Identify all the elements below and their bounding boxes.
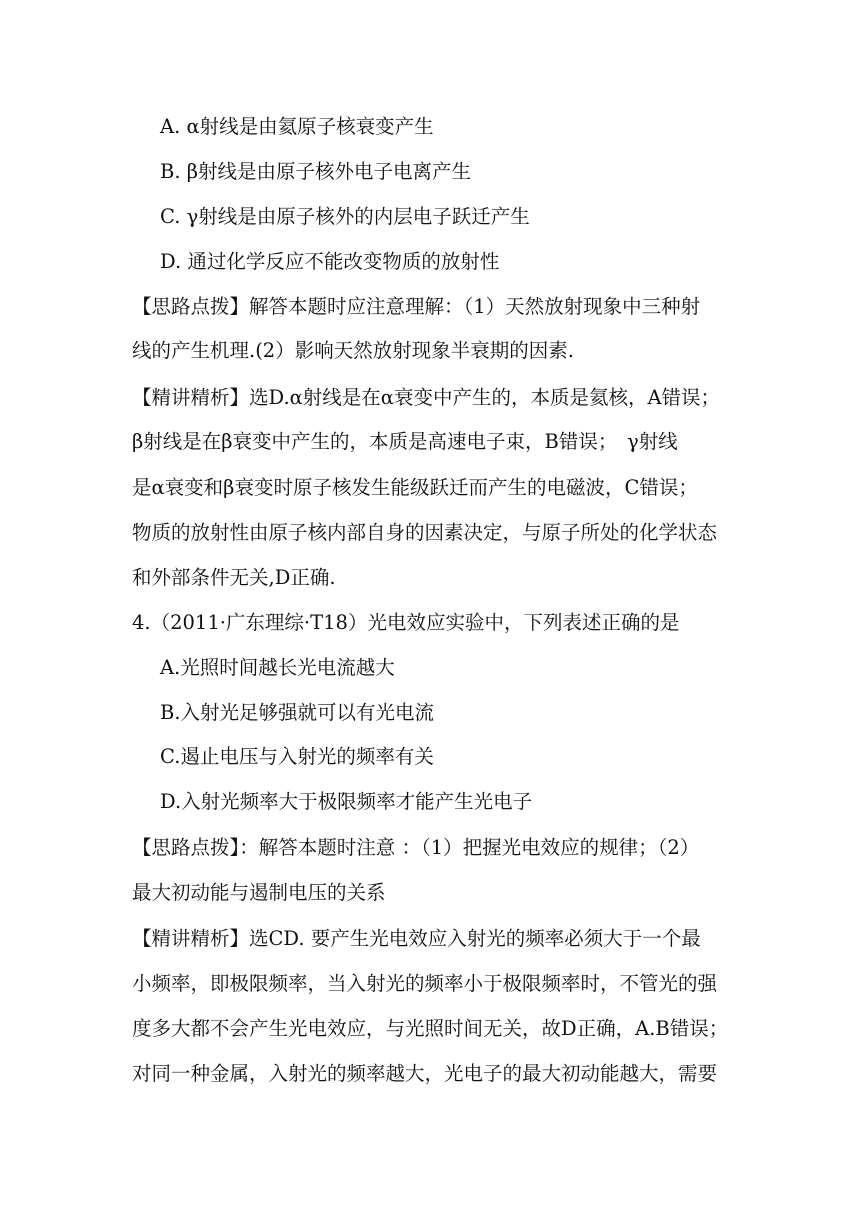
q4-analysis-line-2: 小频率，即极限频率，当入射光的频率小于极限频率时，不管光的强 [132,972,718,995]
q4-analysis-line-1: 【精讲精析】选CD. 要产生光电效应入射光的频率必须大于一个最 [132,927,701,950]
q4-hint-line-2: 最大初动能与遏制电压的关系 [132,881,386,904]
q3-option-c: C. γ射线是由原子核外的内层电子跃迁产生 [160,205,530,228]
q3-analysis-line-4: 物质的放射性由原子核内部自身的因素决定，与原子所处的化学状态 [132,521,718,544]
q3-option-b: B. β射线是由原子核外电子电离产生 [160,160,472,183]
q3-analysis-line-2: β射线是在β衰变中产生的，本质是高速电子束，B错误； γ射线 [132,430,678,453]
q4-question: 4.（2011·广东理综·T18）光电效应实验中，下列表述正确的是 [132,611,680,634]
q4-hint-line-1: 【思路点拨】：解答本题时注意 ：（1）把握光电效应的规律；（2） [132,836,700,859]
q3-analysis-line-3: 是α衰变和β衰变时原子核发生能级跃迁而产生的电磁波，C错误； [132,476,698,499]
q3-analysis-line-1: 【精讲精析】选D.α射线是在α衰变中产生的，本质是氦核，A错误； [132,386,721,409]
q4-option-a: A.光照时间越长光电流越大 [160,656,395,679]
q4-option-c: C.遏止电压与入射光的频率有关 [160,745,434,768]
q4-option-b: B.入射光足够强就可以有光电流 [160,701,435,724]
q3-analysis-line-5: 和外部条件无关,D正确. [132,566,336,589]
q4-option-d: D.入射光频率大于极限频率才能产生光电子 [160,790,533,813]
q3-option-a: A. α射线是由氦原子核衰变产生 [160,115,434,138]
q3-hint-line-1: 【思路点拨】解答本题时应注意理解：（1）天然放射现象中三种射 [132,295,701,318]
q3-option-d: D. 通过化学反应不能改变物质的放射性 [160,250,500,273]
q4-analysis-line-4: 对同一种金属，入射光的频率越大，光电子的最大初动能越大，需要 [132,1062,718,1085]
q3-hint-line-2: 线的产生机理.(2）影响天然放射现象半衰期的因素. [132,339,574,362]
q4-analysis-line-3: 度多大都不会产生光电效应，与光照时间无关，故D正确，A.B错误； [132,1017,729,1040]
